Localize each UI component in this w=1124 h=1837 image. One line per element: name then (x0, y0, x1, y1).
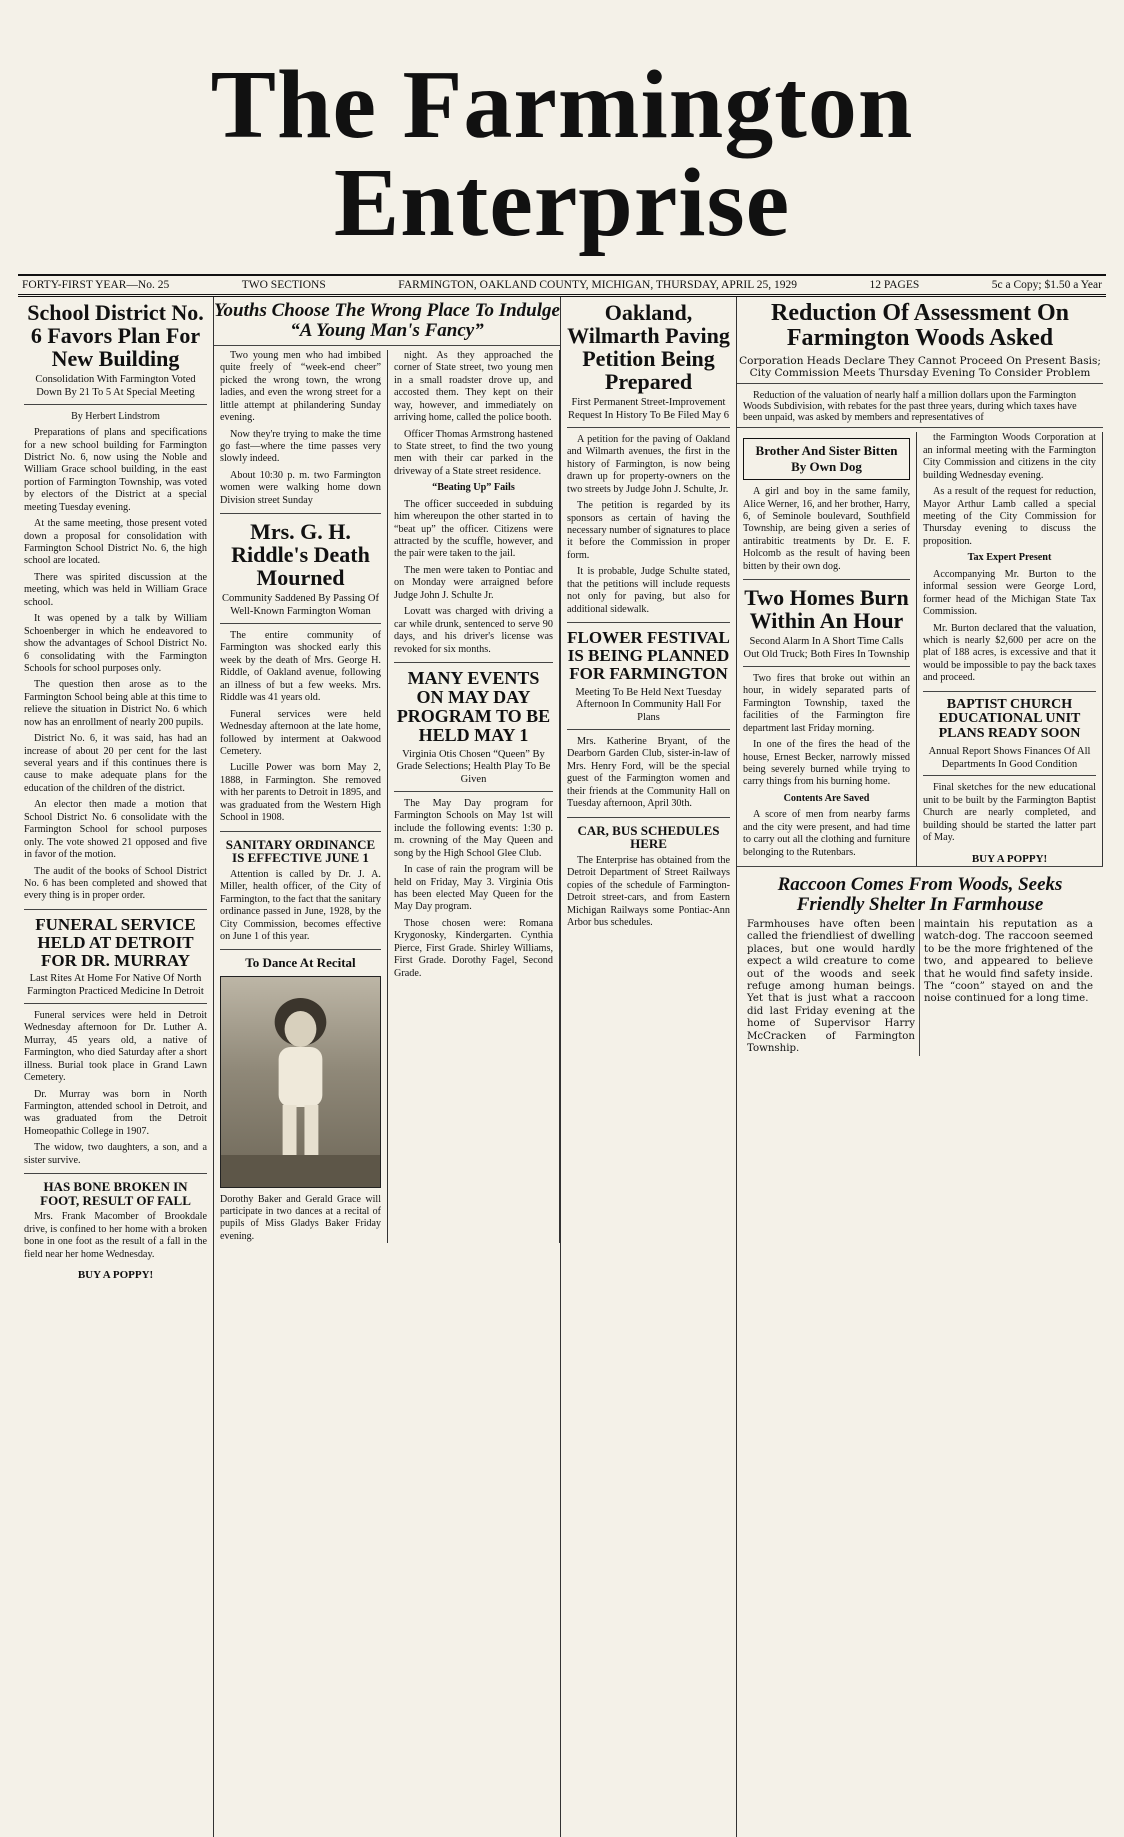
assessment-lead: Reduction of the valuation of nearly half a million dollars upon the Farmington Woods Subdivision, with rebates for the past three years, during which taxes have been unpaid, was asked by members and representatives of (743, 390, 1077, 424)
paving-deck: First Permanent Street-Improvement Request In History To Be Filed May 6 (567, 397, 730, 428)
assessment-para: As a result of the request for reduction, Mayor Arthur Lamb called a special meeting of the City Commission for Thursday evening to discuss the proposition. (923, 486, 1096, 547)
price: 5c a Copy; $1.50 a Year (991, 279, 1102, 291)
bone-headline: HAS BONE BROKEN IN FOOT, RESULT OF FALL (40, 1179, 191, 1208)
columns-5-6 (737, 297, 1103, 1837)
youths-story-header (214, 301, 560, 346)
bone-para: Mrs. Frank Macomber of Brookdale drive, is confined to her home with a broken bone in one foot as the result of a fall in the field near her home Wednesday. (24, 1211, 207, 1260)
photo-caption: Dorothy Baker and Gerald Grace will participate in two dances at a recital of pupils of Miss Gladys Baker Friday evening. (220, 1194, 381, 1242)
youths-para: The men were taken to Pontiac and on Monday were arraigned before Judge John J. Schulte Jr. (393, 564, 553, 601)
riddle-para: Funeral services were held Wednesday afternoon at the late home, followed by interment at Oakwood Cemetery. (220, 708, 381, 757)
raccoon-story (737, 866, 1103, 1060)
youths-subhead: “Beating Up” Fails (432, 482, 515, 494)
columns-5-6-body (737, 432, 1103, 866)
raccoon-headline: Raccoon Comes From Woods, Seeks Friendly Shelter In Farmhouse (777, 873, 1063, 915)
column-6 (917, 432, 1103, 866)
divider (743, 579, 910, 580)
youths-para: About 10:30 p. m. two Farmington women were walking home down Division street Sunday (220, 469, 381, 506)
riddle-headline: Mrs. G. H. Riddle's Death Mourned (231, 519, 370, 591)
school-para: The question then arose as to the Farmington School being able at this time to relieve the situation in District No. 6 which now has an enrollment of nearly 200 pupils. (24, 679, 207, 728)
column-3 (388, 350, 560, 1243)
brother-para: A girl and boy in the same family, Alice Werner, 16, and her brother, Harry, 6, of Seminole boulevard, Southfield Township, are being given a series of antirabitic treatments by Dr. E. F. Holcomb as the result of having been bitten by their own dog. (743, 486, 910, 572)
baptist-para: Final sketches for the new educational unit to be built by the Farmington Baptist Church are nearly completed, and building should be started the latter part of May. (923, 782, 1096, 844)
baptist-deck: Annual Report Shows Finances Of All Departments In Good Condition (923, 746, 1096, 777)
mayday-para: Those chosen were: Romana Krygonosky, Kindergarten. Cynthia Pierce, First Grade. Shirley Williams, First Grade. Dorothy Fagel, Second Grade. (393, 917, 553, 979)
homes-deck: Second Alarm In A Short Time Calls Out Old Truck; Both Fires In Township (743, 636, 910, 667)
mayday-headline: MANY EVENTS ON MAY DAY PROGRAM TO BE HELD MAY 1 (396, 667, 551, 745)
buy-poppy-notice: BUY A POPPY! (77, 1269, 154, 1282)
school-para: The audit of the books of School District No. 6 has been completed and showed that every thing is in proper order. (24, 865, 207, 902)
column-1 (18, 297, 214, 1837)
flower-deck: Meeting To Be Held Next Tuesday Afternoon In Community Hall For Plans (567, 687, 730, 730)
assessment-story-header (737, 301, 1103, 428)
school-para: Preparations of plans and specifications for a new school building for Farmington District No. 6, now using the Noble and William Grace school building, in the east portion of Farmington Township, was voted by electors of the District at a special meeting Tuesday evening. (24, 427, 207, 513)
school-para: There was spirited discussion at the meeting, which was held in William Grace school. (24, 571, 207, 608)
homes-para: A score of men from nearby farms and the city were present, and had time to carry out all the clothing and furniture belonging to the Rutenbars. (743, 809, 910, 858)
assessment-para: the Farmington Woods Corporation at an informal meeting with the Farmington City Commission and citizens in the city building Wednesday evening. (923, 432, 1096, 481)
flower-headline: FLOWER FESTIVAL IS BEING PLANNED FOR FARMINGTON (567, 628, 730, 683)
assessment-para: Mr. Burton declared that the valuation, which is nearly $2,600 per acre on the plat of 188 acres, is excessive and that it would be impossible to pay the back taxes and proceed. (923, 622, 1096, 684)
youths-para: Two young men who had imbibed quite freely of “week-end cheer” picked the wrong town, the wrong ladies, and even the wrong street for a little attempt at philandering Sunday evening. (220, 349, 381, 424)
raccoon-para-right: maintain his reputation as a watch-dog. The raccoon seemed to be the more frightened of the two, and appeared to believe that he would find safety inside. The “coon” stayed on and the noise continued for a long time. (924, 918, 1093, 1005)
paving-headline: Oakland, Wilmarth Paving Petition Being Prepared (567, 300, 730, 395)
youths-para: Lovatt was charged with driving a car while drunk, sentenced to serve 90 days, and his driver's license was revoked for six months. (393, 606, 553, 655)
school-byline: By Herbert Lindstrom (71, 410, 160, 422)
buy-poppy-notice: BUY A POPPY! (971, 852, 1048, 865)
funeral-deck: Last Rites At Home For Native Of North Farmington Practiced Medicine In Detroit (24, 973, 207, 1004)
divider (394, 662, 553, 663)
place-date: FARMINGTON, OAKLAND COUNTY, MICHIGAN, THURSDAY, APRIL 25, 1929 (398, 279, 797, 291)
columns-2-3 (214, 297, 561, 1837)
paving-para: It is probable, Judge Schulte stated, that the petitions will include requests not only for paving, but also for additional sidewalk. (567, 566, 730, 615)
divider (24, 909, 207, 910)
school-para: It was opened by a talk by William Schoenberger in which he endeavored to show the advantages of School District No. 6 consolidating with the Farmington Schools for school purposes only. (24, 613, 207, 674)
bus-headline: CAR, BUS SCHEDULES HERE (577, 822, 720, 852)
funeral-headline: FUNERAL SERVICE HELD AT DETROIT FOR DR. MURRAY (35, 914, 196, 970)
funeral-para: Dr. Murray was born in North Farmington, attended school in Detroit, and was graduated from the Detroit Homeopathic College in 1907. (24, 1088, 207, 1137)
bus-para: The Enterprise has obtained from the Detroit Department of Street Railways copies of the schedule of Farmington-Detroit street-cars, and from Eastern Michigan Railways some Pontiac-Ann Arbor bus schedules. (567, 854, 730, 929)
columns (18, 297, 1106, 1837)
mayday-para: The May Day program for Farmington Schools on May 1st will include the following events: 1:30 p. m. crowning of the May Queen and song by the High School Glee Club. (393, 797, 553, 859)
riddle-para: The entire community of Farmington was shocked early this week by the death of Mrs. George H. Riddle, of Oakland avenue, following an illness of but a few weeks. Mrs. Riddle was 41 years old. (220, 630, 381, 704)
column-4 (561, 297, 737, 1837)
mayday-para: In case of rain the program will be held on Friday, May 3. Virginia Otis has been elected May Queen for the May Day program. (393, 864, 553, 913)
raccoon-para-left: Farmhouses have often been called the friendliest of dwelling places, but one would hardly expect a wild creature to come out of the woods and seek refuge among human beings. Yet that is just what a raccoon did last Friday evening at the home of Supervisor Harry McCracken of Farmington Township. (743, 919, 920, 1056)
assessment-subhead: Tax Expert Present (967, 552, 1052, 564)
children-figures-icon (221, 977, 380, 1187)
assessment-headline: Reduction Of Assessment On Farmington Woods Asked (770, 300, 1070, 352)
assessment-para: Accompanying Mr. Burton to the informal session were George Lord, former head of the Michigan State Tax Commission. (923, 568, 1096, 618)
column-5 (737, 432, 917, 866)
riddle-deck: Community Saddened By Passing Of Well-Known Farmington Woman (220, 593, 381, 624)
divider (220, 513, 381, 514)
sanitary-para: Attention is called by Dr. J. A. Miller, health officer, of the City of Farmington, to the fact that the sanitary ordinance passed in June, 1928, by the City Commission, becomes effective on June 1 of this year. (220, 868, 381, 943)
youths-headline: Youths Choose The Wrong Place To Indulge “A Young Man's Fancy” (214, 300, 560, 341)
youths-para: The officer succeeded in subduing him whereupon the other started in to “beat up” the officer. Citizens were attracted by the scuffle, however, and the pair were taken to the jail. (393, 498, 553, 560)
homes-para: Two fires that broke out within an hour, in widely separated parts of Farmington Township, taxed the facilities of the Farmington fire department last Friday morning. (743, 672, 910, 734)
divider (923, 691, 1096, 692)
school-para: District No. 6, it was said, has had an increase of about 20 per cent for the last several years and if this continues there is cause to make adequate plans for the education of the children of the district. (24, 733, 207, 794)
sanitary-headline: SANITARY ORDINANCE IS EFFECTIVE JUNE 1 (225, 836, 376, 866)
homes-headline: Two Homes Burn Within An Hour (744, 585, 909, 634)
dateline (18, 274, 1106, 297)
homes-subhead: Contents Are Saved (783, 792, 870, 804)
flower-para: Mrs. Katherine Bryant, of the Dearborn Garden Club, sister-in-law of Mrs. Henry Ford, will be the special guest of the Farmington women and their friends at the Community Hall on Tuesday afternoon, April 30th. (567, 736, 730, 810)
funeral-para: The widow, two daughters, a son, and a sister survive. (24, 1142, 207, 1166)
divider (567, 622, 730, 623)
recital-photo (220, 976, 381, 1188)
youths-para: night. As they approached the corner of State street, two young men in a small roadster drove up, and accosted them. They kept on their way, however, and immediately on arriving home, called the police booth. (393, 349, 553, 424)
school-headline: School District No. 6 Favors Plan For New Building (27, 300, 204, 372)
mayday-deck: Virginia Otis Chosen “Queen” By Grade Selections; Health Play To Be Given (394, 749, 553, 792)
divider (24, 1173, 207, 1174)
youths-para: Officer Thomas Armstrong hastened to State street, to find the two young men with their car parked in the driveway of a State street residence. (393, 428, 553, 477)
homes-para: In one of the fires the head of the house, Ernest Becker, narrowly missed being severely burned while trying to carry things from his burning home. (743, 739, 910, 788)
masthead-title: The Farmington Enterprise (210, 51, 914, 257)
school-deck: Consolidation With Farmington Voted Down By 21 To 5 At Special Meeting (24, 374, 207, 405)
brother-headline: Brother And Sister Bitten By Own Dog (743, 438, 910, 480)
page-count: 12 PAGES (869, 279, 920, 291)
youths-para: Now they're trying to make the time go fast—where the time passes very slowly indeed. (220, 428, 381, 465)
column-2 (214, 350, 388, 1243)
funeral-para: Funeral services were held in Detroit Wednesday afternoon for Dr. Luther A. Murray, 45 years old, a native of Farmington, who died Saturday after a short illness. Burial took place in Grand Lawn Cemetery. (24, 1009, 207, 1084)
divider (220, 831, 381, 832)
sections-count: TWO SECTIONS (241, 279, 326, 291)
raccoon-body (743, 919, 1097, 1056)
paving-para: A petition for the paving of Oakland and Wilmarth avenues, the first in the history of Farmington, is now being drawn up for property-owners on the two streets by Judge John J. Schulte, Jr. (567, 433, 730, 495)
baptist-headline: BAPTIST CHURCH EDUCATIONAL UNIT PLANS READY SOON (938, 696, 1081, 742)
school-para: At the same meeting, those present voted down a proposal for consolidation with Farmington School District No. 6, the high school are located. (24, 518, 207, 567)
columns-2-3-body (214, 350, 560, 1243)
paving-para: The petition is regarded by its sponsors as certain of having the necessary number of signatures to place it before the Commission in proper form. (567, 500, 730, 561)
photo-label: To Dance At Recital (245, 955, 356, 971)
riddle-para: Lucille Power was born May 2, 1888, in Farmington. She removed with her parents to Detroit in 1895, and was graduated from the Western High School in 1908. (220, 762, 381, 824)
divider (567, 817, 730, 818)
school-para: An elector then made a motion that School District No. 6 consolidate with the Farmington School for school purposes only. The vote showed 21 opposed and five in favor of the motion. (24, 799, 207, 861)
assessment-deck: Corporation Heads Declare They Cannot Proceed On Present Basis; City Commission Meets Thursday Evening To Consider Problem (737, 355, 1103, 384)
divider (220, 949, 381, 950)
year-number: FORTY-FIRST YEAR—No. 25 (22, 279, 170, 291)
